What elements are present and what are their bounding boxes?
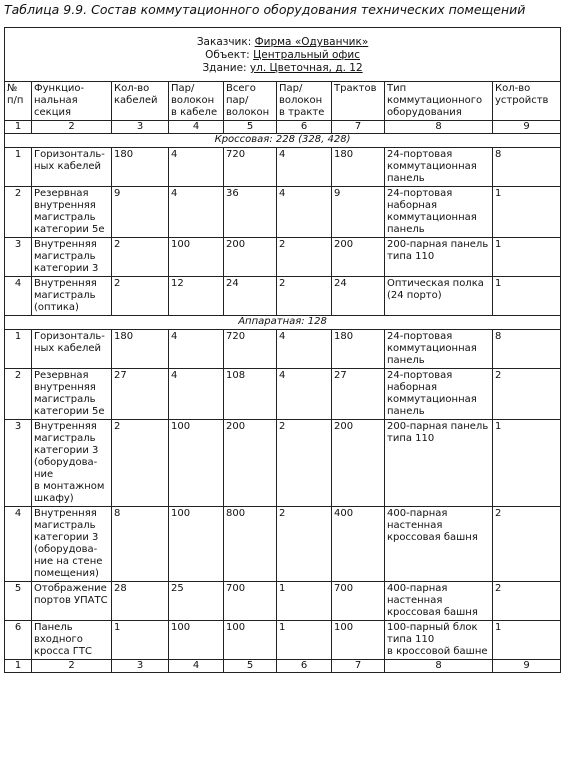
table-header-block [5, 28, 561, 82]
table-row [5, 330, 561, 369]
row-number: 1 [5, 330, 32, 369]
device-count: 8 [493, 148, 561, 187]
column-header: Трактов [332, 82, 385, 121]
table-row [5, 238, 561, 277]
column-number: 4 [169, 121, 224, 134]
functional-section: Резервная внутренняя магистраль категории 5е [32, 369, 112, 420]
functional-section: Внутренняя магистраль (оптика) [32, 277, 112, 316]
functional-section: Внутренняя магистраль категории 3 (оборудова- ние на стене помещения) [32, 507, 112, 582]
column-number: 6 [277, 121, 332, 134]
trunk-count: 700 [332, 582, 385, 621]
equipment-type: 24-портовая наборная коммутационная панель [385, 187, 493, 238]
column-header: Кол-во кабелей [112, 82, 169, 121]
equipment-type: 24-портовая коммутационная панель [385, 330, 493, 369]
trunk-count: 180 [332, 330, 385, 369]
table-row [5, 507, 561, 582]
column-header: Тип коммутационного оборудования [385, 82, 493, 121]
customer-label: Заказчик: [196, 36, 252, 48]
section-title: Кроссовая: 228 (328, 428) [5, 134, 561, 148]
equipment-type: 400-парная настенная кроссовая башня [385, 507, 493, 582]
column-number-row [5, 121, 561, 134]
device-count: 2 [493, 507, 561, 582]
cable-count: 180 [112, 330, 169, 369]
cable-count: 180 [112, 148, 169, 187]
column-header-row [5, 82, 561, 121]
column-number: 6 [277, 660, 332, 673]
row-number: 2 [5, 187, 32, 238]
pairs-per-trunk: 4 [277, 369, 332, 420]
table-row [5, 621, 561, 660]
pairs-per-cable: 100 [169, 238, 224, 277]
column-number: 5 [224, 121, 277, 134]
device-count: 1 [493, 420, 561, 507]
pairs-per-trunk: 2 [277, 238, 332, 277]
pairs-per-cable: 4 [169, 369, 224, 420]
device-count: 1 [493, 187, 561, 238]
trunk-count: 24 [332, 277, 385, 316]
section-row [5, 316, 561, 330]
customer-value: Фирма «Одуванчик» [254, 36, 369, 48]
functional-section: Горизонталь- ных кабелей [32, 148, 112, 187]
column-header: Пар/ волокон в кабеле [169, 82, 224, 121]
column-header: № п/п [5, 82, 32, 121]
functional-section: Отображение портов УПАТС [32, 582, 112, 621]
pairs-per-cable: 4 [169, 187, 224, 238]
device-count: 8 [493, 330, 561, 369]
building-label: Здание: [202, 62, 247, 74]
cable-count: 2 [112, 277, 169, 316]
cable-count: 2 [112, 238, 169, 277]
column-number: 3 [112, 121, 169, 134]
column-number: 9 [493, 660, 561, 673]
pairs-per-trunk: 2 [277, 507, 332, 582]
device-count: 2 [493, 369, 561, 420]
pairs-per-cable: 100 [169, 507, 224, 582]
pairs-per-cable: 100 [169, 420, 224, 507]
trunk-count: 400 [332, 507, 385, 582]
column-number: 1 [5, 660, 32, 673]
cable-count: 8 [112, 507, 169, 582]
total-pairs: 200 [224, 238, 277, 277]
pairs-per-trunk: 2 [277, 277, 332, 316]
pairs-per-trunk: 4 [277, 187, 332, 238]
cable-count: 9 [112, 187, 169, 238]
equipment-type: 200-парная панель типа 110 [385, 420, 493, 507]
trunk-count: 27 [332, 369, 385, 420]
device-count: 1 [493, 238, 561, 277]
table-row [5, 420, 561, 507]
device-count: 1 [493, 621, 561, 660]
column-header: Функцио- нальная секция [32, 82, 112, 121]
total-pairs: 700 [224, 582, 277, 621]
trunk-count: 200 [332, 238, 385, 277]
customer-line [7, 36, 558, 49]
pairs-per-trunk: 1 [277, 621, 332, 660]
pairs-per-cable: 12 [169, 277, 224, 316]
functional-section: Внутренняя магистраль категории 3 [32, 238, 112, 277]
pairs-per-trunk: 4 [277, 330, 332, 369]
row-number: 3 [5, 420, 32, 507]
total-pairs: 24 [224, 277, 277, 316]
row-number: 4 [5, 507, 32, 582]
section-row [5, 134, 561, 148]
column-number: 2 [32, 660, 112, 673]
functional-section: Горизонталь- ных кабелей [32, 330, 112, 369]
pairs-per-cable: 4 [169, 148, 224, 187]
column-header: Всего пар/ волокон [224, 82, 277, 121]
column-number: 9 [493, 121, 561, 134]
total-pairs: 800 [224, 507, 277, 582]
equipment-type: 24-портовая коммутационная панель [385, 148, 493, 187]
column-header: Пар/ волокон в тракте [277, 82, 332, 121]
total-pairs: 108 [224, 369, 277, 420]
total-pairs: 100 [224, 621, 277, 660]
total-pairs: 720 [224, 330, 277, 369]
functional-section: Панель входного кросса ГТС [32, 621, 112, 660]
row-number: 3 [5, 238, 32, 277]
equipment-table [4, 27, 561, 673]
table-row [5, 582, 561, 621]
table-row [5, 369, 561, 420]
column-number: 3 [112, 660, 169, 673]
object-value: Центральный офис [253, 49, 360, 61]
column-number: 8 [385, 660, 493, 673]
building-value: ул. Цветочная, д. 12 [249, 62, 363, 74]
total-pairs: 36 [224, 187, 277, 238]
column-number: 4 [169, 660, 224, 673]
pairs-per-cable: 25 [169, 582, 224, 621]
pairs-per-trunk: 2 [277, 420, 332, 507]
pairs-per-trunk: 4 [277, 148, 332, 187]
pairs-per-cable: 4 [169, 330, 224, 369]
pairs-per-cable: 100 [169, 621, 224, 660]
trunk-count: 9 [332, 187, 385, 238]
row-number: 5 [5, 582, 32, 621]
column-number-row [5, 660, 561, 673]
row-number: 6 [5, 621, 32, 660]
row-number: 4 [5, 277, 32, 316]
building-line [7, 62, 558, 75]
section-title: Аппаратная: 128 [5, 316, 561, 330]
trunk-count: 200 [332, 420, 385, 507]
equipment-type: 400-парная настенная кроссовая башня [385, 582, 493, 621]
total-pairs: 720 [224, 148, 277, 187]
device-count: 1 [493, 277, 561, 316]
column-number: 1 [5, 121, 32, 134]
functional-section: Резервная внутренняя магистраль категории 5е [32, 187, 112, 238]
row-number: 2 [5, 369, 32, 420]
trunk-count: 100 [332, 621, 385, 660]
trunk-count: 180 [332, 148, 385, 187]
total-pairs: 200 [224, 420, 277, 507]
cable-count: 28 [112, 582, 169, 621]
table-caption: Таблица 9.9. Состав коммутационного оборудования технических помещений [4, 2, 526, 17]
table-row [5, 148, 561, 187]
column-number: 5 [224, 660, 277, 673]
column-number: 7 [332, 121, 385, 134]
column-number: 2 [32, 121, 112, 134]
equipment-type: 200-парная панель типа 110 [385, 238, 493, 277]
equipment-type: 24-портовая наборная коммутационная панель [385, 369, 493, 420]
column-header: Кол-во устройств [493, 82, 561, 121]
functional-section: Внутренняя магистраль категории 3 (оборудова- ние в монтажном шкафу) [32, 420, 112, 507]
cable-count: 2 [112, 420, 169, 507]
column-number: 8 [385, 121, 493, 134]
pairs-per-trunk: 1 [277, 582, 332, 621]
equipment-type: 100-парный блок типа 110 в кроссовой башне [385, 621, 493, 660]
object-line [7, 49, 558, 62]
object-label: Объект: [205, 49, 250, 61]
table-row [5, 187, 561, 238]
table-row [5, 277, 561, 316]
device-count: 2 [493, 582, 561, 621]
column-number: 7 [332, 660, 385, 673]
equipment-type: Оптическая полка (24 порто) [385, 277, 493, 316]
cable-count: 1 [112, 621, 169, 660]
row-number: 1 [5, 148, 32, 187]
cable-count: 27 [112, 369, 169, 420]
